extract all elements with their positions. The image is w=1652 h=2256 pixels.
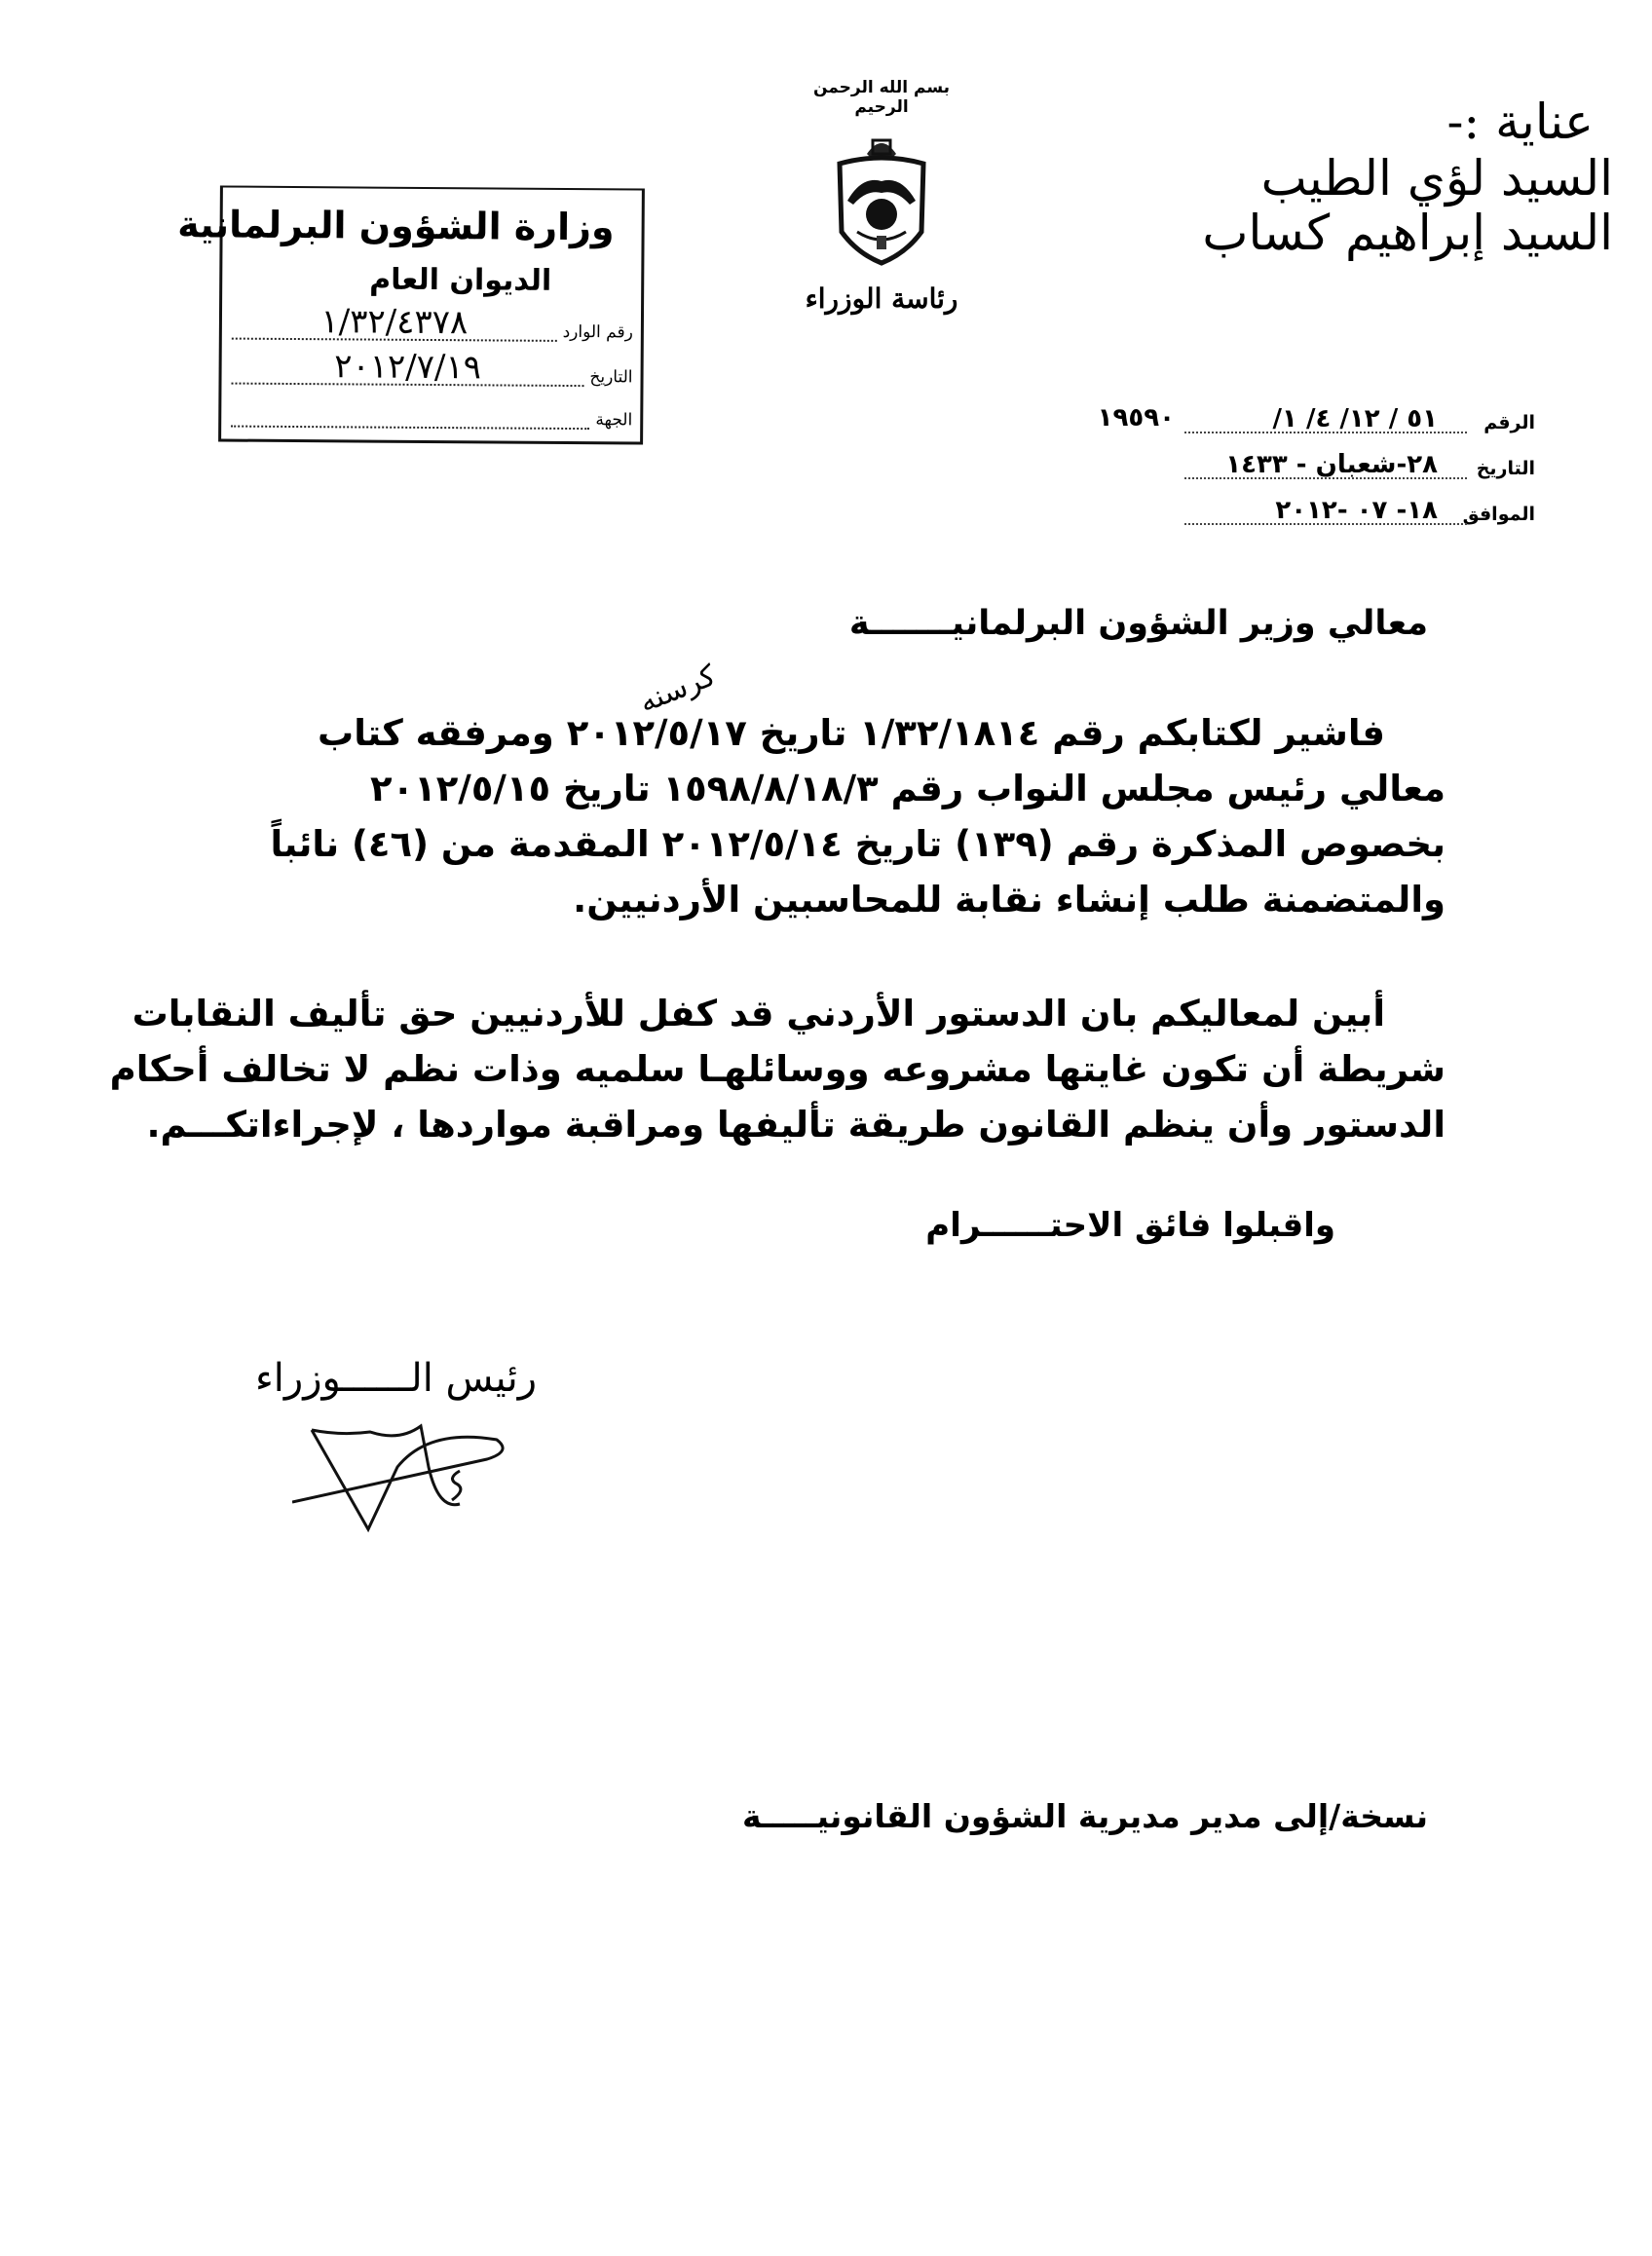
carbon-copy: نسخة/إلى مدير مديرية الشؤون القانونيـــــة — [742, 1797, 1428, 1835]
signatory-title: رئيس الــــــوزراء — [255, 1356, 538, 1401]
stamp-date-label: التاريخ — [589, 367, 633, 388]
reference-hijri-date-row — [990, 440, 1535, 479]
closing: واقبلوا فائق الاحتــــــرام — [925, 1206, 1335, 1245]
basmala: بسم الله الرحمن الرحيم — [812, 78, 951, 117]
stamp-party-row — [231, 391, 632, 431]
paragraph-2-line: الدستور وأن ينظم القانون طريقة تأليفها ومراقبة مواردها ، لإجراءاتكـــم. — [146, 1104, 1446, 1146]
paragraph-1-line: بخصوص المذكرة رقم (١٣٩) تاريخ ٢٠١٢/٥/١٤ المقدمة من (٤٦) نائباً — [270, 823, 1446, 865]
letter-paragraph-1 — [255, 705, 1446, 927]
letterhead — [784, 78, 979, 331]
reference-gregorian-date-row — [990, 486, 1535, 525]
stamp-party-label: الجهة — [595, 410, 633, 431]
handwritten-note — [1202, 94, 1613, 261]
reference-number-label: الرقم — [1483, 412, 1535, 433]
handwritten-note-line-3: السيد إبراهيم كساب — [1202, 205, 1613, 261]
stamp-department: الديوان العام — [369, 262, 552, 298]
reference-gregorian-date-value: ١٨- ٠٧ -٢٠١٢ — [1184, 498, 1467, 525]
paragraph-2-line: شريطة أن تكون غايتها مشروعه ووسائلهـا سلميه وذات نظم لا تخالف أحكام — [109, 1048, 1446, 1090]
reference-number-row — [990, 395, 1535, 433]
handwritten-note-line-1: عناية :- — [1446, 94, 1594, 150]
signature-icon — [292, 1422, 536, 1539]
organization-name: رئاسة الوزراء — [805, 282, 958, 315]
reference-number-extra: ١٩٥٩٠ — [1097, 402, 1175, 432]
paragraph-1-line: معالي رئيس مجلس النواب رقم ١٥٩٨/٨/١٨/٣ تاريخ ٢٠١٢/٥/١٥ — [369, 768, 1446, 809]
stamp-date-row — [231, 348, 632, 388]
paragraph-1-line: فاشير لكتابكم رقم ١/٣٢/١٨١٤ تاريخ ٢٠١٢/٥/١٧ ومرفقه كتاب — [318, 712, 1385, 754]
reference-gregorian-date-label: الموافق — [1462, 504, 1535, 525]
stamp-date-value: ٢٠١٢/٧/١٩ — [231, 350, 583, 388]
stamp-incoming-number-row — [232, 303, 633, 343]
salutation: معالي وزير الشؤون البرلمانيـــــــة — [848, 604, 1428, 643]
stamp-incoming-number-label: رقم الوارد — [562, 321, 633, 343]
paragraph-2-line: أبين لمعاليكم بان الدستور الأردني قد كفل للأردنيين حق تأليف النقابات — [131, 993, 1385, 1034]
letter-paragraph-2 — [109, 986, 1446, 1152]
handwritten-note-line-2: السيد لؤي الطيب — [1260, 150, 1613, 207]
reference-hijri-date-value: ٢٨-شعبان - ١٤٣٣ — [1184, 452, 1467, 479]
stamp-incoming-number-value: ١/٣٢/٤٣٧٨ — [232, 305, 557, 342]
reference-hijri-date-label: التاريخ — [1476, 458, 1535, 479]
paragraph-1-line: والمتضمنة طلب إنشاء نقابة للمحاسبين الأردنيين. — [573, 879, 1446, 921]
incoming-stamp — [177, 185, 645, 444]
handwritten-margin-note: كرسنه — [634, 658, 721, 720]
stamp-ministry: وزارة الشؤون البرلمانية — [177, 203, 615, 249]
coat-of-arms-icon — [828, 125, 935, 271]
stamp-party-value — [231, 426, 589, 431]
reference-number-value: ٥١ / ١٢/ ٤/ ١/ — [1184, 406, 1467, 433]
